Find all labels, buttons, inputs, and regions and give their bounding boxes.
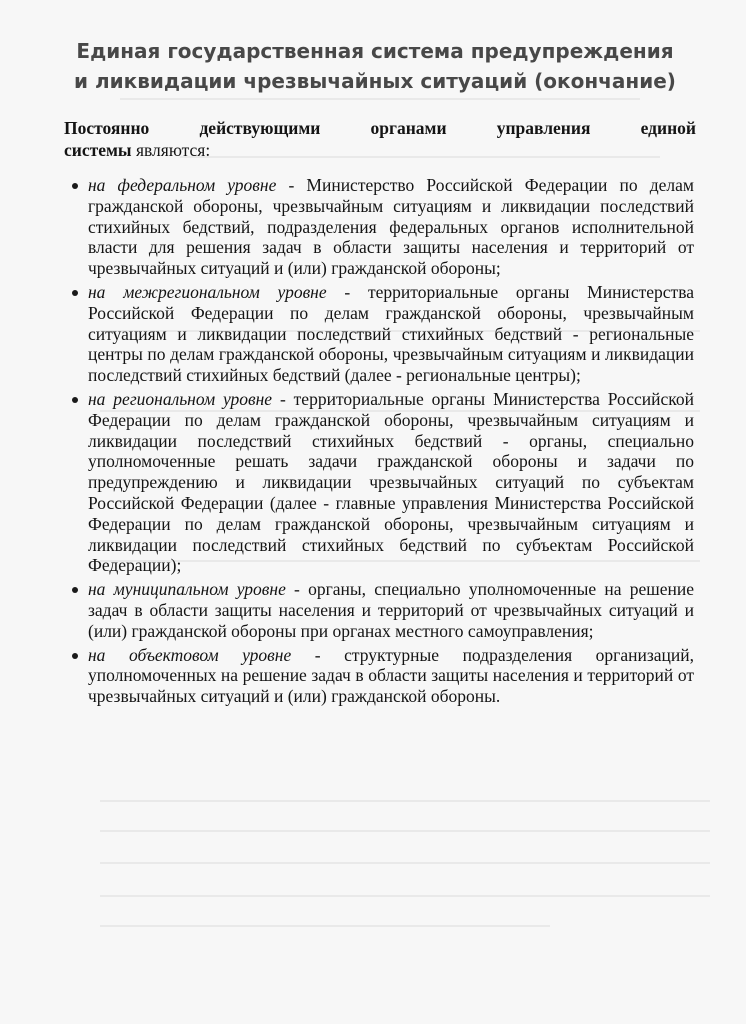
level-name: на региональном уровне: [88, 388, 273, 409]
intro-word: управления: [496, 118, 591, 138]
intro-word: действующими: [199, 118, 321, 138]
level-name: на муниципальном уровне: [88, 579, 286, 600]
page-title: Единая государственная система предупреждения и ликвидации чрезвычайных ситуаций (окончание): [74, 39, 676, 93]
level-name: на объектовом уровне: [88, 644, 292, 665]
intro-word: органами: [370, 118, 447, 138]
bullet-icon: [72, 653, 78, 659]
level-description: - территориальные органы Министерства Российской Федерации по делам гражданской обороны, чрезвычайным ситуациям и ликвидации последствий стихийных бедствий - региональные центры по делам гражданской обороны, чрезвычайным ситуациям и ликвидации последствий стихийных бедствий (далее - региональные центры);: [88, 281, 694, 386]
intro-word: Постоянно: [64, 118, 150, 138]
list-item-federal: [62, 175, 694, 279]
intro-line-1: [64, 117, 696, 139]
bullet-icon: [72, 587, 78, 593]
level-description: - территориальные органы Министерства Российской Федерации по делам гражданской обороны, чрезвычайным ситуациям и ликвидации последствий стихийных бедствий - органы, специально уполномоченные решать задачи гражданской обороны и задачи по предупреждению и ликвидации чрезвычайных ситуаций по субъектам Российской Федерации (далее - главные управления Министерства Российской Федерации по делам гражданской обороны, чрезвычайным ситуациям и ликвидации последствий стихийных бедствий по субъектам Российской Федерации);: [88, 388, 694, 576]
level-description: - Министерство Российской Федерации по делам гражданской обороны, чрезвычайным ситуациям и ликвидации последствий стихийных бедствий, подразделения федеральных органов исполнительной власти для решения задач в области защиты населения и территорий от чрезвычайных ситуаций и (или) гражданской обороны;: [88, 175, 694, 279]
list-item-object: [62, 645, 694, 707]
levels-list: [62, 175, 694, 710]
bullet-icon: [72, 397, 78, 403]
level-name: на межрегиональном уровне: [88, 281, 327, 302]
bullet-icon: [72, 290, 78, 296]
intro-line-2-rest: являются:: [131, 140, 211, 160]
list-item-regional: [62, 389, 694, 576]
intro-bold-word: системы: [64, 140, 132, 160]
list-item-municipal: [62, 579, 694, 641]
intro-line-2: [64, 139, 696, 161]
list-item-interregional: [62, 282, 694, 386]
level-name: на федеральном уровне: [88, 175, 277, 195]
intro-paragraph: [64, 117, 696, 161]
level-description: - органы, специально уполномоченные на решение задач в области защиты населения и территорий от чрезвычайных ситуаций и (или) гражданской обороны при органах местного самоуправления;: [88, 579, 694, 641]
bullet-icon: [72, 183, 78, 189]
intro-word: единой: [640, 118, 696, 138]
level-description: - структурные подразделения организаций, уполномоченных на решение задач в области защиты населения и территорий от чрезвычайных ситуаций и (или) гражданской обороны.: [88, 644, 694, 707]
